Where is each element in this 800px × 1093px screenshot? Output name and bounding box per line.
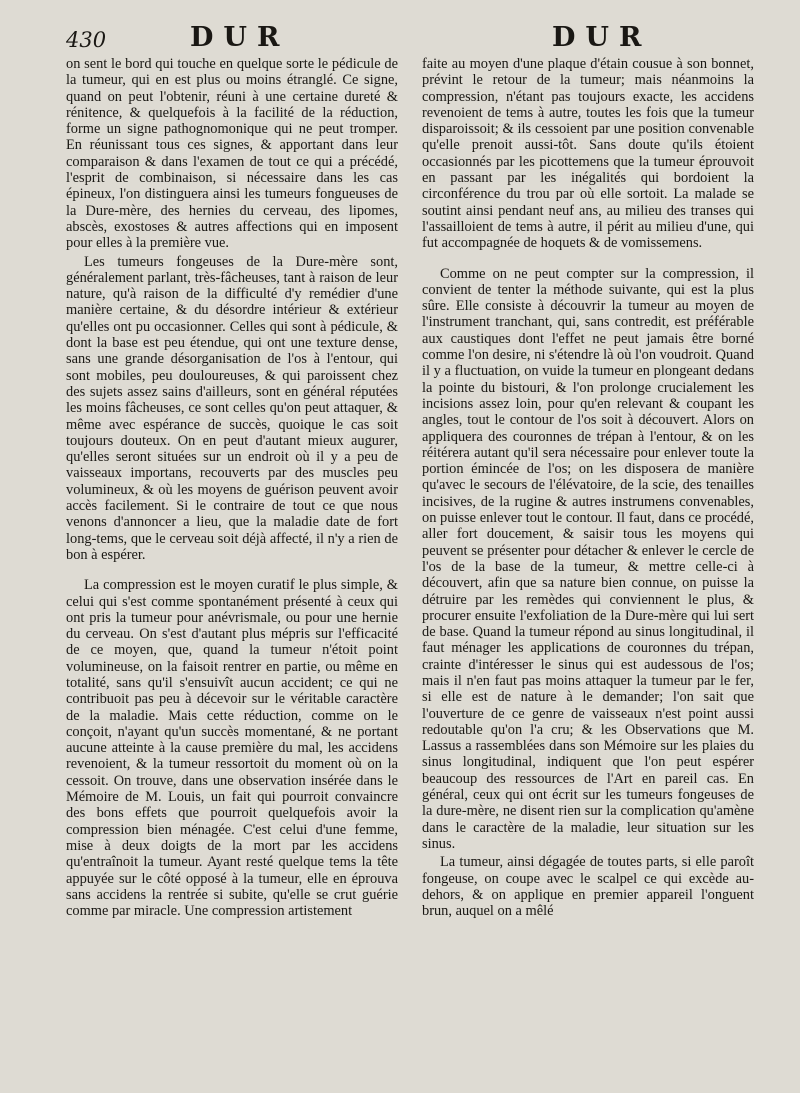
right-column [422,56,754,919]
running-head-right: DUR [552,22,652,53]
paragraph: on sent le bord qui touche en quelque sorte le pédicule de la tumeur, qui en est plus ou moins étranglé. Ce signe, quand on peut l'obtenir, réuni à une certaine dureté & rénitence, & quelquefois à la facilité de la réduction, forme un signe pathognomonique qui ne peut tromper. En réunissant tous ces signes, & apportant dans leur comparaison & dans l'examen de tout ce qui a précédé, l'esprit de combinaison, si nécessaire dans les cas épineux, l'on distinguera ainsi les tumeurs fongueuses de la Dure-mère, des hernies du cerveau, des lipomes, abscès, exostoses & autres affections qui en imposent pour elles à la première vue. [66,56,398,252]
page-header [0,22,800,56]
paragraph: La tumeur, ainsi dégagée de toutes parts, si elle paroît fongeuse, on coupe avec le scalpel ce qui excède au-dehors, & on applique en premier appareil l'onguent brun, auquel on a mêlé [422,854,754,920]
paragraph: faite au moyen d'une plaque d'étain cousue à son bonnet, prévint le retour de la tumeur; mais néanmoins la compression, n'étant pas toujours exacte, les accidens revenoient de tems à autre, toutes les fois que la tumeur disparoissoit; & ils cessoient par une position convenable qu'elle prenoit aussi-tôt. Sans doute qu'ils étoient occasionnés par les picottemens que la tumeur éprouvoit en passant par les inégalités qui bordoient la circonférence du trou par où elle sortoit. La malade se soutint ainsi pendant neuf ans, au milieu des transes qui l'assailloient de tems à autre, il périt au milieu d'une, qui fut accompagnée de hoquets & de vomissemens. [422,56,754,252]
page-number: 430 [66,28,107,52]
paragraph: Comme on ne peut compter sur la compression, il convient de tenter la méthode suivante, qui est la plus sûre. Elle consiste à découvrir la tumeur au moyen de l'instrument tranchant, qui, sans contredit, est préférable aux caustiques dont l'effet ne peut jamais être borné comme l'on desire, ni s'étendre là où l'on voudroit. Quand il y a fluctuation, on vuide la tumeur en plongeant dedans la pointe du bistouri, & l'on prolonge crucialement les incisions assez loin, pour qu'en relevant & coupant les angles, tout le contour de l'os soit à découvert. Alors on appliquera des couronnes de trépan à l'entour, & on les réitérera autant qu'il sera nécessaire pour enlever toute la portion émincée de l'os; on les disposera de manière qu'avec le secours de l'élévatoire, de la scie, des tenailles incisives, de la rugine & autres instrumens convenables, on puisse enlever tout le contour. Il faut, dans ce procédé, aller fort doucement, & saisir tous les moyens qui peuvent se présenter pour détacher & enlever le cercle de l'os de la base de la tumeur, & mettre celle-ci à découvert, afin que sa nature bien connue, on puisse la détruire par les remèdes qui conviennent le plus, & procurer ensuite l'exfoliation de la Dure-mère qui lui sert de base. Quand la tumeur répond au sinus longitudinal, il faut ménager les applications de couronnes du trépan, crainte d'intéresser le sinus qui est audessous de l'os; mais il n'en faut pas moins attaquer la tumeur par le fer, si elle est de nature à le demander; l'on sait que l'ouverture de ce genre de vaisseaux n'est point aussi redoutable qu'on l'a cru; & les Observations que M. Lassus a rassemblées dans son Mémoire sur les plaies du sinus longitudinal, indiquent que l'on peut espérer beaucoup des ressources de l'Art en pareil cas. En général, ceux qui ont écrit sur les tumeurs fongeuses de la dure-mère, ne disent rien sur la complication qu'amène dans le caractère de la maladie, leur situation sur les sinus. [422,265,754,852]
paragraph: La compression est le moyen curatif le plus simple, & celui qui s'est comme spontanément présenté à ceux qui ont pris la tumeur pour anévrismale, ou pour une hernie du cerveau. On s'est d'autant plus mépris sur l'efficacité de ce moyen, que, quand la tumeur n'étoit point volumineuse, on la faisoit rentrer en partie, ou même en totalité, sans qu'il s'ensuivît aucun accident; ce qui ne contribuoit pas peu à décevoir sur le véritable caractère de la maladie. Mais cette réduction, comme on le conçoit, n'ayant qu'un succès momentané, & ne portant aucune atteinte à la cause première du mal, les accidens revenoient, & la tumeur ressortoit du moment où on la cessoit. On trouve, dans une observation insérée dans le Mémoire de M. Louis, un fait qui pourroit convaincre des bons effets que pourroit quelquefois avoir la compression bien ménagée. C'est celui d'une femme, mise à deux doigts de la mort par les accidens qu'entraînoit la tumeur. Ayant resté quelque tems la tête appuyée sur le côté opposé à la tumeur, elle en éprouva sans accidens la rentrée si subite, qu'elle se crut guérie comme par miracle. Une compression artistement [66,577,398,920]
running-head-left: DUR [190,22,290,53]
left-column [66,56,398,919]
paragraph: Les tumeurs fongeuses de la Dure-mère sont, généralement parlant, très-fâcheuses, tant à raison de leur nature, qu'à raison de la difficulté d'y remédier d'une manière certaine, & du désordre intérieur & extérieur qu'elles ont pu occasionner. Celles qui sont à pédicule, & dont la base est peu étendue, qui ont une texture dense, sans une grande désorganisation de l'os à l'entour, qui sont mobiles, peu douloureuses, & qui paroissent chez des sujets assez sains d'ailleurs, sont en général réputées les moins fâcheuses, ce sont celles qu'on peut attaquer, & même avec espérance de succès, quoique le cas soit toujours douteux. On en peut d'autant mieux augurer, qu'elles seront situées sur un endroit où il y a peu de vaisseaux importans, recouverts par des muscles peu volumineux, & où les moyens de guérison peuvent avoir accès facilement. Si le contraire de tout ce que nous venons d'annoncer a lieu, que la maladie date de fort long-tems, que le cerveau soit déjà affecté, il n'y a rien de bon à espérer. [66,253,398,563]
